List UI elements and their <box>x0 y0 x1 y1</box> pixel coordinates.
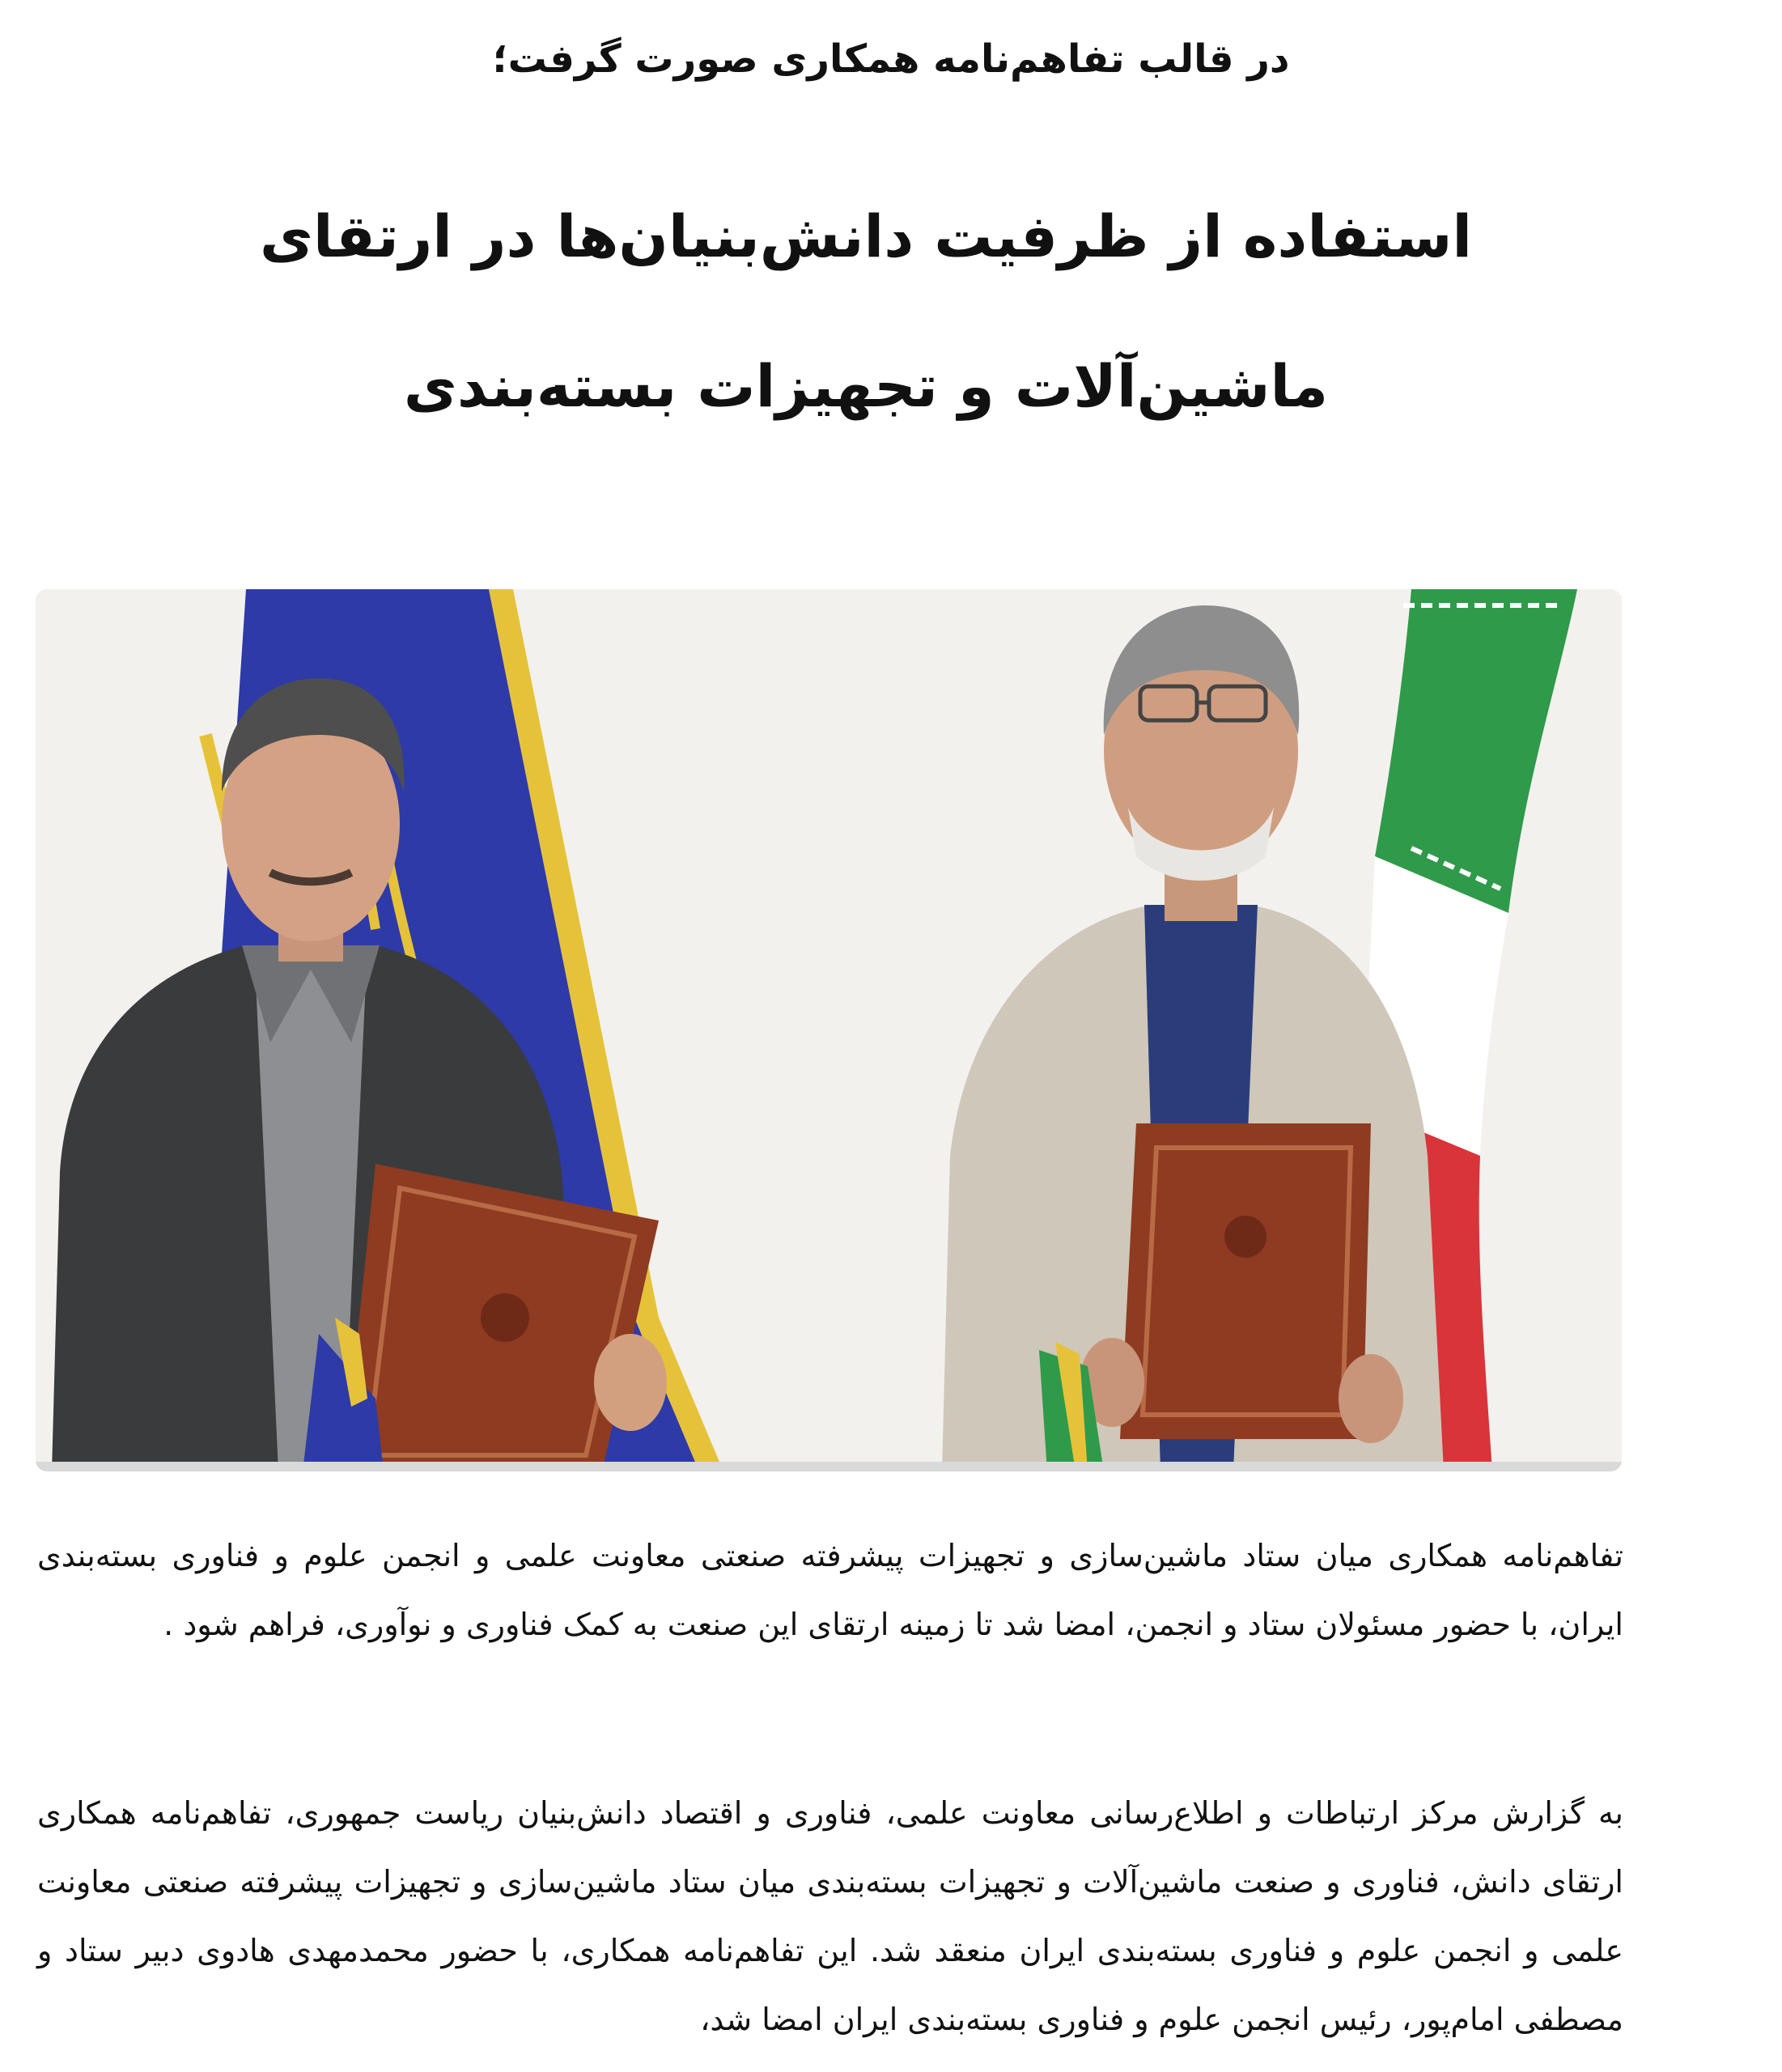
article-paragraph-2: به گزارش مرکز ارتباطات و اطلاع‌رسانی معاونت علمی، فناوری و اقتصاد دانش‌بنیان ریاست جمهوری، تفاهم‌نامه همکاری ارتقای دانش، فناوری و صنعت ماشین‌آلات و تجهیزات بسته‌بندی میان ستاد ماشین‌سازی و تجهیزات پیشرفته صنعتی معاونت علمی و انجمن علوم و فناوری بسته‌بندی ایران منعقد شد. این تفاهم‌نامه همکاری، با حضور محمدمهدی هادوی دبیر ستاد و مصطفی امام‌پور، رئیس انجمن علوم و فناوری بسته‌بندی ایران امضا شد، <box>37 1795 1623 2037</box>
article-paragraph-1: تفاهم‌نامه همکاری میان ستاد ماشین‌سازی و تجهیزات پیشرفته صنعتی معاونت علمی و انجمن علوم و فناوری بسته‌بندی ایران، با حضور مسئولان ستاد و انجمن، امضا شد تا زمینه ارتقای این صنعت به کمک فناوری و نوآوری، فراهم شود . <box>37 1538 1623 1642</box>
article-headline: استفاده از ظرفیت دانش‌بنیان‌ها در ارتقای ماشین‌آلات و تجهیزات بسته‌بندی <box>259 202 1473 420</box>
article-photo <box>36 589 1622 1471</box>
article-subtitle: در قالب تفاهم‌نامه همکاری صورت گرفت؛ <box>492 36 1290 82</box>
